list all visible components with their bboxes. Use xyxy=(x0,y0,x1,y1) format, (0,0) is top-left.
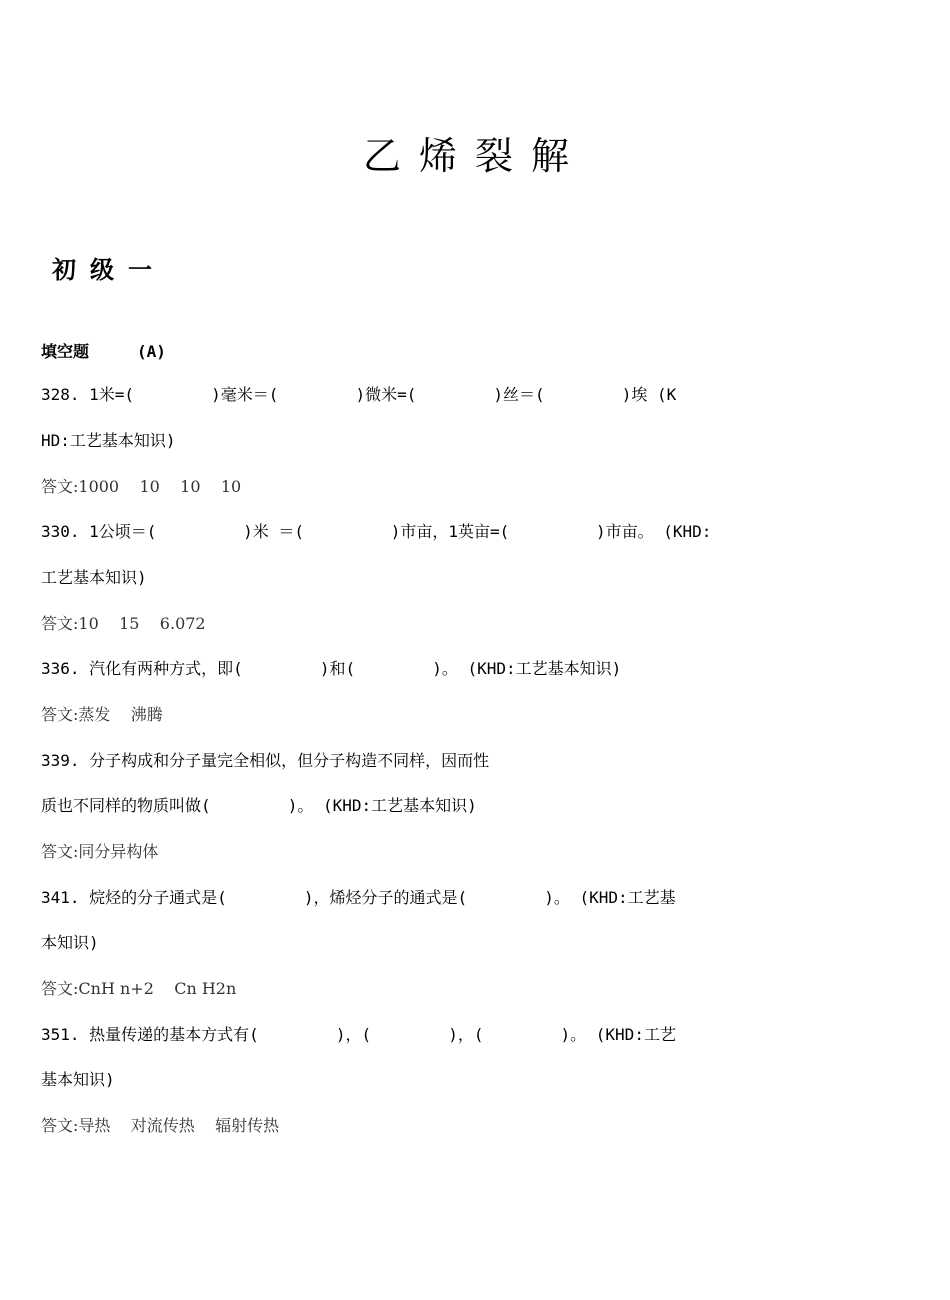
question-line: HD:工艺基本知识) xyxy=(41,431,176,450)
document-title: 乙烯裂解 xyxy=(362,134,587,178)
section-tag: (A) xyxy=(137,342,166,361)
section-heading xyxy=(41,339,166,362)
answer-line: 答文:导热 对流传热 辐射传热 xyxy=(41,1116,280,1135)
question-line: 336. 汽化有两种方式，即( )和( )。 (KHD:工艺基本知识) xyxy=(41,659,622,678)
answer-line: 答文:10 15 6.072 xyxy=(41,614,206,633)
level-heading: 初级一 xyxy=(52,256,166,284)
question-line: 328. 1米=( )毫米＝( )微米=( )丝＝( )埃 (K xyxy=(41,385,677,404)
answer-line: 答文:蒸发 沸腾 xyxy=(41,705,163,724)
question-line: 351. 热量传递的基本方式有( )，( )，( )。 (KHD:工艺 xyxy=(41,1025,676,1044)
section-label: 填空题 xyxy=(41,342,90,361)
question-line: 341. 烷烃的分子通式是( )，烯烃分子的通式是( )。 (KHD:工艺基 xyxy=(41,888,676,907)
answer-line: 答文:CnH n+2 Cn H2n xyxy=(41,979,237,998)
question-line: 330. 1公顷＝( )米 ＝( )市亩，1英亩=( )市亩。 (KHD: xyxy=(41,522,712,541)
answer-line: 答文:1000 10 10 10 xyxy=(41,477,242,496)
question-line: 工艺基本知识) xyxy=(41,568,147,587)
question-line: 基本知识) xyxy=(41,1070,115,1089)
question-line: 339. 分子构成和分子量完全相似，但分子构造不同样，因而性 xyxy=(41,751,490,770)
question-line: 质也不同样的物质叫做( )。 (KHD:工艺基本知识) xyxy=(41,796,477,815)
answer-line: 答文:同分异构体 xyxy=(41,842,159,861)
question-line: 本知识) xyxy=(41,933,99,952)
